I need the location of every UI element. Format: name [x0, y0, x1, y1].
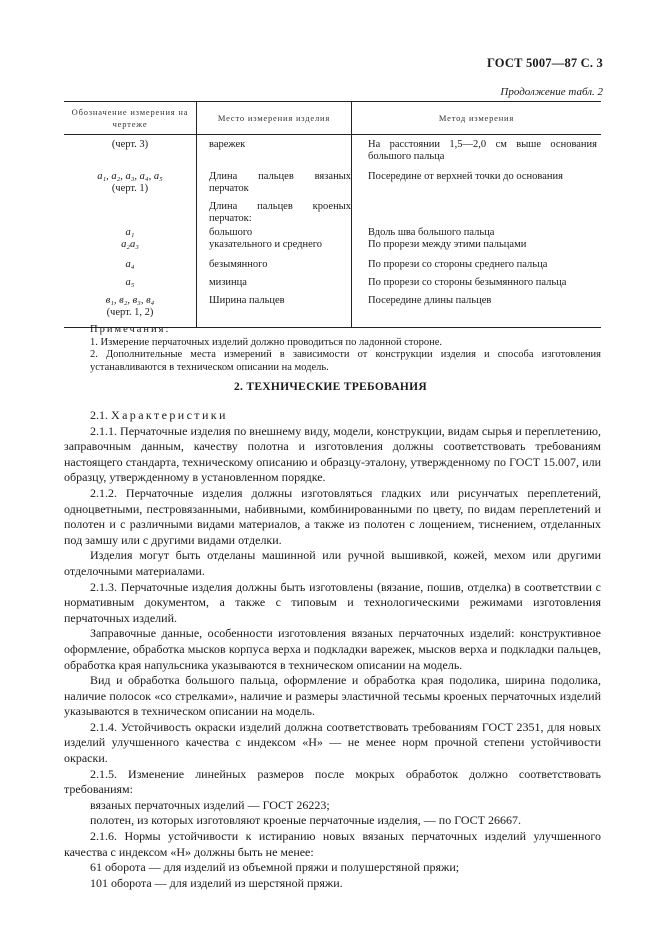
designation-symbols: в₁, в₂, в₃, в₄ — [105, 295, 155, 306]
paragraph: 2.1.4. Устойчивость окраски изделий должна соответствовать требованиям ГОСТ 2351, для новых изделий улучшенного качества с индексом «Н» — не менее норм прочной степени устойчивости окраски. — [64, 719, 601, 766]
cell-location — [197, 227, 352, 259]
designation-symbol: a₂a₃ — [121, 239, 139, 250]
paragraph: полотен, из которых изготовляют кроеные перчаточные изделия, — по ГОСТ 26667. — [90, 813, 521, 828]
notes-title: Примечания: — [90, 324, 171, 335]
cell-location: Длина пальцев вязаных перчаток — [197, 171, 352, 201]
cell-method: По прорези со стороны среднего пальца — [368, 259, 548, 270]
section-title: 2. ТЕХНИЧЕСКИЕ ТРЕБОВАНИЯ — [233, 381, 428, 393]
paragraph: 2.1.1. Перчаточные изделия по внешнему виду, модели, конструкции, видам сырья и переплетению, заправочным данным, качеству полотна и изготовления должны соответствовать требованиям настоящего стандарта, техническому описанию и образцу-эталону, утвержденному по ГОСТ 15.007, или образцу, утвержденному в установленном порядке. — [64, 423, 601, 485]
cell-location: Ширина пальцев — [197, 295, 352, 328]
subsection-title: Характеристики — [111, 408, 228, 422]
cell-designation — [64, 227, 197, 259]
table-row — [64, 171, 601, 201]
paragraph: 101 оборота — для изделий из шерстяной пряжи. — [90, 875, 343, 890]
method-line: Вдоль шва большого пальца — [368, 227, 495, 238]
column-header-designation: Обозначение измерения на чертеже — [64, 102, 197, 135]
table-row — [64, 227, 601, 259]
cell-method — [352, 227, 602, 259]
cell-location: варежек — [197, 135, 352, 172]
table-row — [64, 277, 601, 295]
designation-ref: (черт. 1) — [111, 183, 149, 194]
cell-method: По прорези со стороны безымянного пальца — [368, 277, 567, 288]
designation-symbols: a₁, a₂, a₃, a₄, a₅ — [97, 171, 163, 182]
cell-designation: (черт. 3) — [64, 135, 197, 172]
cell-method — [352, 201, 602, 227]
paragraph: 2.1.3. Перчаточные изделия должны быть изготовлены (вязание, пошив, отделка) в соответствии с нормативным документом, а также с типовым и технологическими режимами изготовления перчаточных изделий. — [64, 579, 601, 625]
table-row — [64, 135, 601, 172]
table-continuation-label: Продолжение табл. 2 — [500, 86, 603, 98]
paragraph: Вид и обработка большого пальца, оформление и обработка края подолика, ширина подолика, наличие полосок «со стрелками», наличие и размеры эластичной тесьмы кроеных перчаточных изделий указываются в техническом описании на модель. — [64, 673, 601, 719]
table-row — [64, 295, 601, 328]
subsection-number: 2.1. — [90, 408, 108, 422]
method-line: По прорези между этими пальцами — [368, 239, 527, 250]
paragraph: вязаных перчаточных изделий — ГОСТ 26223; — [90, 797, 330, 812]
paragraph: 61 оборота — для изделий из объемной пряжи и полушерстяной пряжи; — [90, 860, 460, 875]
cell-designation — [64, 295, 197, 328]
table-header-row — [64, 102, 601, 135]
section-body — [64, 408, 601, 891]
subsection-heading — [64, 408, 601, 424]
cell-designation — [64, 201, 197, 227]
table-row — [64, 259, 601, 277]
designation-symbol: a₁ — [125, 227, 135, 238]
column-header-method: Метод измерения — [352, 102, 602, 135]
location-line: указательного и среднего — [209, 239, 323, 250]
paragraph: 2.1.5. Изменение линейных размеров после мокрых обработок должно соответствовать требованиям: — [64, 766, 601, 797]
cell-location: мизинца — [197, 277, 352, 295]
paragraph: 2.1.2. Перчаточные изделия должны изготовляться гладких или рисунчатых переплетений, одноцветными, пестровязанными, набивными, комбинированными по цвету, по видам переплетений и полотен и с различными видами материалов, а также из полотен с лощением, тиснением, отделанных под замшу или с другими видами отделки. — [64, 485, 601, 547]
cell-method: Посередине от верхней точки до основания — [368, 171, 563, 182]
paragraph: Заправочные данные, особенности изготовления вязаных перчаточных изделий: конструктивное оформление, обработка мысков корпуса верха и подкладки варежек, мысков верха и подкладки пальцев, обработка края напульсника указываются в техническом описании на модель. — [64, 626, 601, 672]
page-header: ГОСТ 5007—87 С. 3 — [486, 56, 603, 70]
location-line: большого — [209, 227, 253, 238]
cell-method: На расстоянии 1,5—2,0 см выше основания большого пальца — [368, 139, 597, 162]
paragraph: Изделия могут быть отделаны машинной или ручной вышивкой, кожей, мехом или другими отделочными материалами. — [64, 548, 601, 578]
note-item: 1. Измерение перчаточных изделий должно проводиться по ладонной стороне. — [90, 336, 443, 348]
table-row — [64, 201, 601, 227]
cell-method: Посередине длины пальцев — [352, 295, 602, 328]
notes-block — [90, 324, 601, 374]
cell-designation: a₅ — [64, 277, 197, 295]
cell-designation: a₄ — [64, 259, 197, 277]
cell-location: Длина пальцев кроеных перчаток: — [197, 201, 352, 227]
paragraph: 2.1.6. Нормы устойчивости к истиранию новых вязаных перчаточных изделий улучшенного качества с индексом «Н» должны быть не менее: — [64, 829, 601, 859]
designation-ref: (черт. 1, 2) — [106, 307, 154, 318]
measurement-table — [64, 101, 601, 328]
column-header-location: Место измерения изделия — [197, 102, 352, 135]
cell-location: безымянного — [197, 259, 352, 277]
note-item: 2. Дополнительные места измерений в зависимости от конструкции изделия и способа изготовления устанавливаются в техническом описании на модель. — [90, 349, 601, 373]
cell-designation — [64, 171, 197, 201]
